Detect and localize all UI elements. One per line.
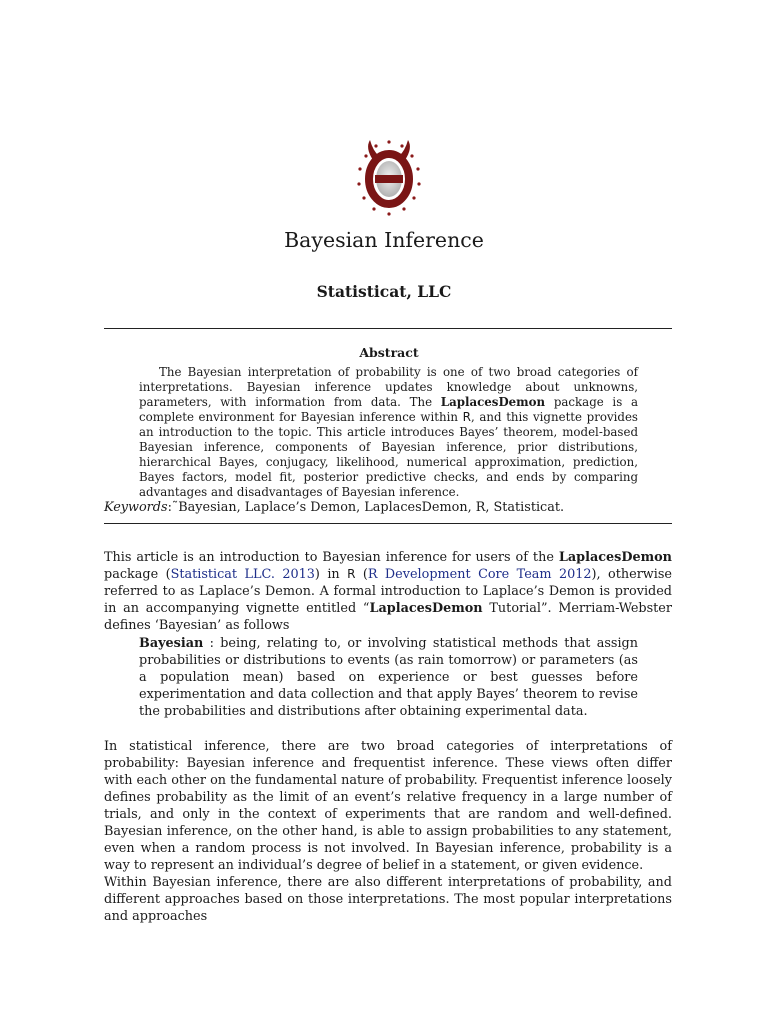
r-name: R [462,410,471,424]
body-paragraph-2: In statistical inference, there are two broad categories of interpretations of probability: Bayesian inference and frequentist inference. These views often differ with each other on the fundamental nature of probability. Frequentist inference loosely defines probability as the limit of an event’s relative frequency in a large number of trials, and only in the context of experiments that are random and well-defined. Bayesian inference, on the other hand, is able to assign probabilities to any statement, even when a random process is not involved. In Bayesian inference, probability is a way to represent an individual’s degree of belief in a statement, or given evidence. [104,739,672,873]
package-name: LaplacesDemon [440,395,546,409]
definition-text: : being, relating to, or involving statistical methods that assign probabilities or distributions to events (as rain tomorrow) or parameters (as a population mean) based on experience or best guesses before experimentation and data collection and that apply Bayes’ theorem to revise the probabilities and distributions after obtaining experimental data. [139,636,638,719]
paper-author: Statisticat, LLC [316,282,452,301]
r-name: R [347,567,356,581]
intro-text: This article is an introduction to Bayesian inference for users of the [104,550,559,565]
intro-text: ( [355,567,368,582]
abstract-text: The Bayesian interpretation of probability is one of two broad categories of interpretations. Bayesian inference updates knowledge about unknowns, parameters, with information from data. The [139,365,638,409]
bottom-rule [104,523,672,524]
body-paragraph-3: Within Bayesian inference, there are also different interpretations of probability, and different approaches based on those interpretations. The most popular interpretations and approaches [104,875,672,924]
theta-laplaces-demon-logo-icon [339,134,439,220]
definition-term: Bayesian [139,636,204,651]
intro-text: Tutorial”. Merriam-Webster defines ‘Bayesian’ as follows [104,601,672,633]
paper-title: Bayesian Inference [284,228,484,252]
intro-text: package ( [104,567,171,582]
package-name: LaplacesDemon [558,550,672,565]
keywords-line [104,499,672,516]
abstract-body [139,365,638,500]
abstract-heading: Abstract [359,345,419,360]
abstract-text: , and this vignette provides an introduction to the topic. This article introduces Bayes’ theorem, model-based Bayesian inference, components of Bayesian inference, prior distributions, hierarchical Bayes, conjugacy, likelihood, numerical approximation, prediction, Bayes factors, model fit, posterior predictive checks, and ends by comparing advantages and disadvantages of Bayesian inference. [139,410,638,499]
package-name: LaplacesDemon [369,601,483,616]
top-rule [104,328,672,329]
intro-text: ) in [314,567,348,582]
keywords-text: :˜Bayesian, Laplace’s Demon, LaplacesDemon, R, Statisticat. [167,500,565,515]
logo-svg [339,134,439,220]
intro-text: ), otherwise referred to as Laplace’s Demon. A formal introduction to Laplace’s Demon is provided in an accompanying vignette entitled “ [104,567,672,616]
definition-quote [139,635,638,720]
citation-link-r-core[interactable]: R Development Core Team 2012 [367,567,592,582]
intro-paragraph [104,549,672,634]
citation-link-statisticat[interactable]: Statisticat LLC. 2013 [170,567,315,582]
keywords-label: Keywords [104,500,168,515]
abstract-text: package is a complete environment for Bayesian inference within [139,395,638,424]
